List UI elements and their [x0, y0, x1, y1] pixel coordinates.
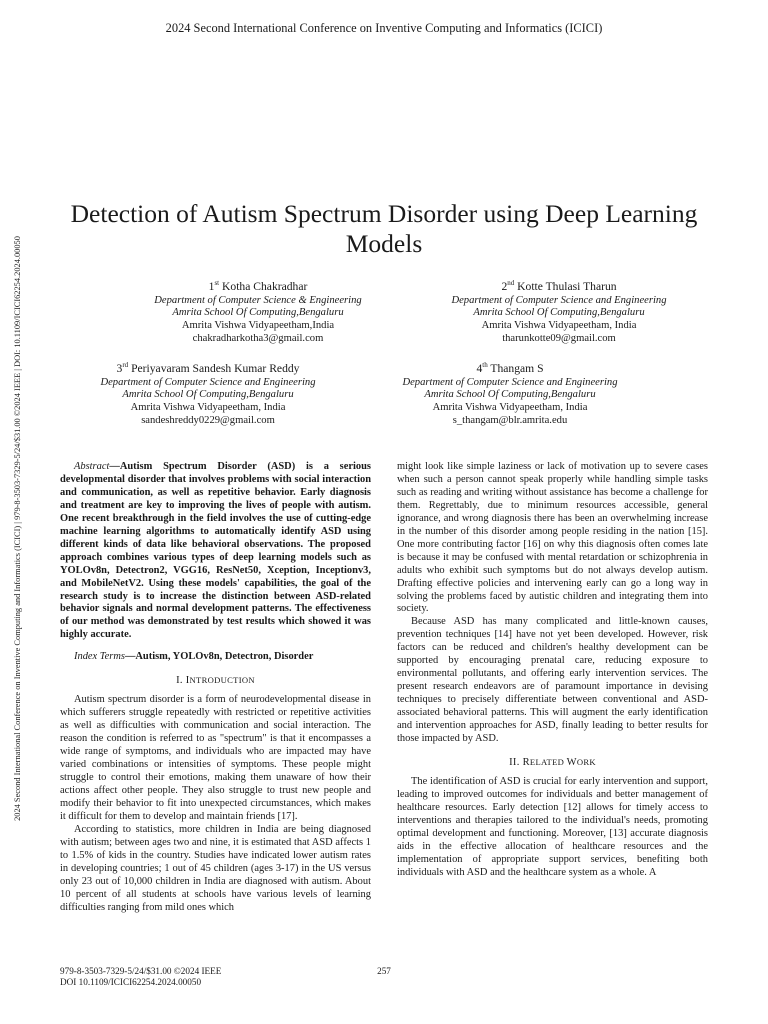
- paragraph: Autism spectrum disorder is a form of neurodevelopmental disease in which sufferers struggle repeatedly with restricted or repetitive activities as well as difficulties with communication and social interaction. The reason the condition is referred to as "spectrum" is that it encompasses a wide range of symptoms, and individuals who are impacted may have varied combinations or intensities of symptoms. These people might struggle to control their emotions, making them unaware of how their actions affect other people. They also struggle to trust new people and modify their behavior to fit into unexpected circumstances, which makes it difficult for them to develop and maintain friends [17].: [60, 694, 371, 822]
- author-name: 4th Thangam S: [476, 361, 544, 375]
- author-department: Department of Computer Science & Engineering: [154, 294, 362, 306]
- right-column: [397, 461, 708, 880]
- conference-header: 2024 Second International Conference on Inventive Computing and Informatics (ICICI): [165, 21, 603, 35]
- abstract: Abstract—Autism Spectrum Disorder (ASD) is a serious developmental disorder that involves problems with social interaction and communication, as well as repetitive behavior. Early diagnosis and treatment are key to improving the lives of people with autism. One recent breakthrough in the field involves the use of cutting-edge machine learning algorithms to automatically identify ASD using different kinds of data like behavioral observations. The proposed approach combines various types of deep learning models such as YOLOv8n, Detectron2, VGG16, ResNet50, Xception, Inceptionv3, and MobileNetV2. Using these models' capabilities, the goal of the research study is to increase the distinction between ASD-related behavior signals and normal development patterns. The effectiveness of our method was demonstrated by test results which showed it was highly accurate.: [60, 461, 371, 641]
- paper-title: Detection of Autism Spectrum Disorder using Deep Learning Models: [70, 199, 698, 258]
- paragraph: Because ASD has many complicated and little-known causes, prevention techniques [14] have not yet been developed. However, risk factors can be reduced and children's healthy development can be supported by encouraging prenatal care, reducing exposure to environmental pollutants, and offering early intervention services. The present research endeavors are of paramount importance in devising techniques to precisely differentiate between conventional and ASD-associated behavioral patterns. This will augment the early identification and intervention approaches for ASD, finally leading to better results for those impacted by ASD.: [397, 616, 708, 745]
- paragraph: According to statistics, more children in India are being diagnosed with autism; between ages two and nine, it is estimated that ASD affects 1 to 1.5% of kids in the country. Studies have indicated lower autism rates in developing countries; 1 out of 45 children (ages 3-17) in the US versus only 23 out of 10,000 children in India are diagnosed with autism. About 10 percent of all students at schools have various levels of learning difficulties ranging from mild ones which: [60, 823, 371, 913]
- author-email: chakradharkotha3@gmail.com: [192, 332, 324, 344]
- page-number: 257: [377, 966, 391, 976]
- author-name: 2nd Kotte Thulasi Tharun: [501, 279, 617, 293]
- author-block-1: [120, 275, 396, 345]
- author-block-3: [70, 357, 346, 427]
- author-email: sandeshreddy0229@gmail.com: [141, 414, 275, 426]
- footer-doi: DOI 10.1109/ICICI62254.2024.00050: [60, 977, 202, 987]
- author-department: Department of Computer Science and Engineering: [451, 294, 667, 306]
- left-column: [60, 461, 371, 914]
- author-department: Department of Computer Science and Engineering: [100, 376, 316, 388]
- index-terms: Index Terms—Autism, YOLOv8n, Detectron, Disorder: [74, 651, 314, 663]
- author-school: Amrita School Of Computing,Bengaluru: [424, 389, 596, 401]
- author-block-4: [372, 357, 648, 427]
- author-university: Amrita Vishwa Vidyapeetham,India: [181, 320, 335, 332]
- section-heading-introduction: I. INTRODUCTION: [176, 675, 255, 687]
- side-doi-text: 2024 Second International Conference on Inventive Computing and Informatics (ICICI) | 979-8-3503-7329-5/24/$31.00 ©2024 IEEE | DOI: 10.1109/ICICI62254.2024.00050: [12, 235, 22, 821]
- author-block-2: [421, 275, 697, 345]
- author-university: Amrita Vishwa Vidyapeetham, India: [432, 402, 588, 414]
- author-department: Department of Computer Science and Engineering: [402, 376, 618, 388]
- author-school: Amrita School Of Computing,Bengaluru: [172, 307, 344, 319]
- author-university: Amrita Vishwa Vidyapeetham, India: [481, 320, 637, 332]
- author-email: tharunkotte09@gmail.com: [502, 332, 616, 344]
- author-school: Amrita School Of Computing,Bengaluru: [122, 389, 294, 401]
- author-name: 1st Kotha Chakradhar: [208, 279, 308, 293]
- section-heading-related-work: II. RELATED WORK: [509, 756, 596, 768]
- author-university: Amrita Vishwa Vidyapeetham, India: [130, 402, 286, 414]
- author-email: s_thangam@blr.amrita.edu: [452, 414, 568, 426]
- author-school: Amrita School Of Computing,Bengaluru: [473, 307, 645, 319]
- side-doi-strip: [9, 170, 25, 886]
- paragraph: The identification of ASD is crucial for early intervention and support, leading to improved outcomes for individuals and better management of healthcare resources. Early detection [12] allows for timely access to interventions and therapies tailored to the individual's needs, promoting optimal development and functioning. Moreover, [13] accurate diagnosis aids in the effective allocation of healthcare resources and the implementation of appropriate support services, benefiting both individuals with ASD and the healthcare system as a whole. A: [397, 775, 708, 878]
- footer-isbn: 979-8-3503-7329-5/24/$31.00 ©2024 IEEE: [60, 966, 222, 976]
- paragraph: might look like simple laziness or lack of motivation up to severe cases when such a person cannot speak properly while handling simple tasks such as reading and writing without assistance has become a challenge for them. Regrettably, due to minimum resources accessible, general ignorance, and wrong diagnosis there has been an overwhelming increase in the number of this disorder among people residing in the nation [15]. One more contributing factor [16] on why this diagnosis often comes late is because it may be confused with mental retardation or schizophrenia in adults who exhibit such symptoms but do not always develop autism. Drafting effective policies and intervening early can go a long way in solving the problems faced by autistic children and integrating them into society.: [397, 461, 708, 615]
- author-name: 3rd Periyavaram Sandesh Kumar Reddy: [116, 361, 300, 375]
